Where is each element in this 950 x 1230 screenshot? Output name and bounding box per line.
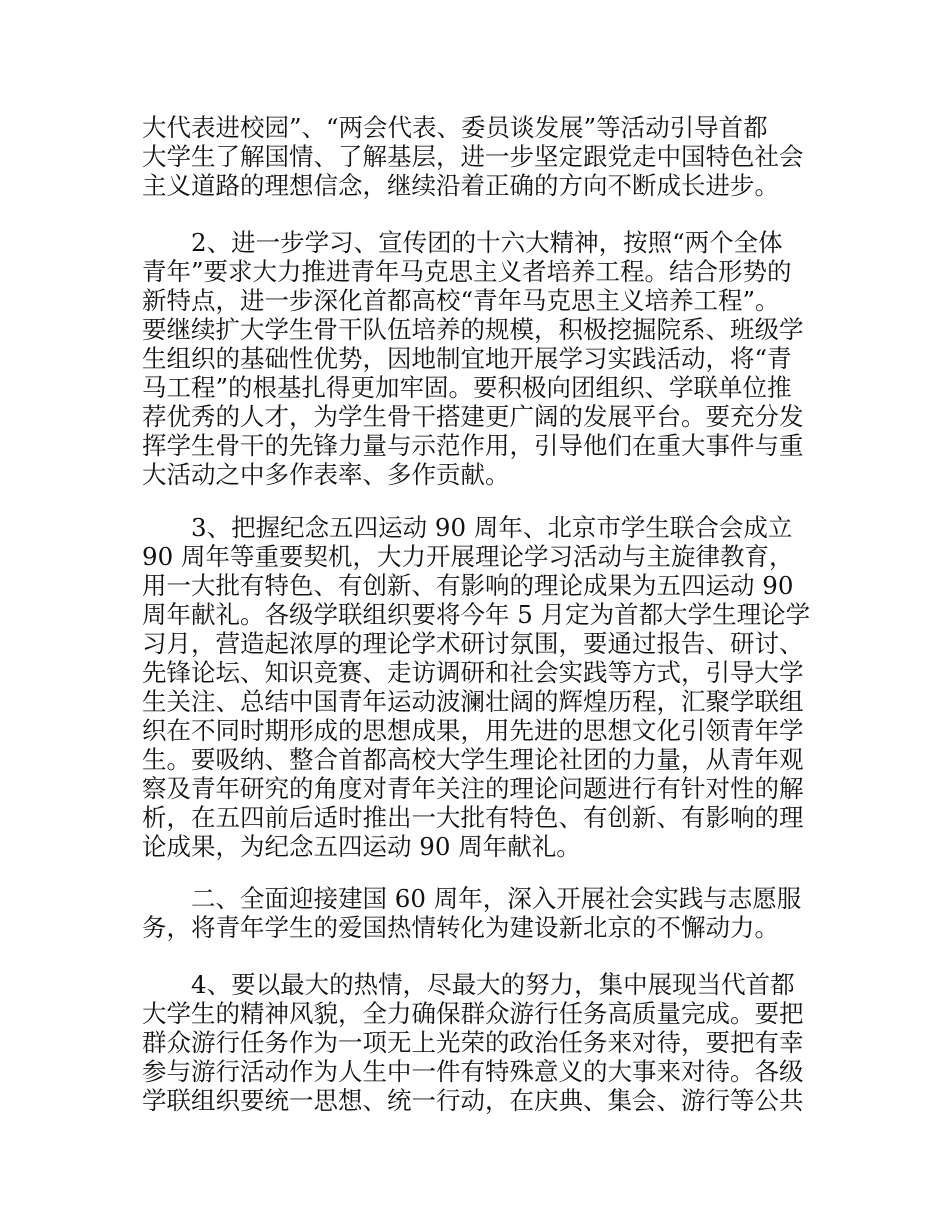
text-line: 大活动之中多作表率、多作贡献。	[142, 460, 510, 489]
text-line: 生组织的基础性优势，因地制宜地开展学习实践活动，将“青	[142, 344, 792, 373]
text-line: 习月，营造起浓厚的理论学术研讨氛围，要通过报告、研讨、	[142, 629, 804, 658]
paragraph-3	[142, 513, 822, 861]
text-line: 学联组织要统一思想、统一行动，在庆典、集会、游行等公共	[142, 1086, 804, 1115]
text-line: 90 周年等重要契机，大力开展理论学习活动与主旋律教育，	[142, 542, 794, 571]
paragraph-5	[142, 970, 822, 1115]
paragraph-1	[142, 113, 822, 200]
text-line: 马工程”的根基扎得更加牢固。要积极向团组织、学联单位推	[142, 373, 792, 402]
text-line: 挥学生骨干的先锋力量与示范作用，引导他们在重大事件与重	[142, 431, 804, 460]
text-line: 大学生的精神风貌，全力确保群众游行任务高质量完成。要把	[142, 999, 804, 1028]
text-line: 先锋论坛、知识竞赛、走访调研和社会实践等方式，引导大学	[142, 658, 804, 687]
text-line: 二、全面迎接建国 60 周年，深入开展社会实践与志愿服	[191, 884, 802, 913]
text-line: 新特点，进一步深化首都高校“青年马克思主义培养工程”。	[142, 286, 780, 315]
text-line: 参与游行活动作为人生中一件有特殊意义的大事来对待。各级	[142, 1057, 804, 1086]
text-line: 生关注、总结中国青年运动波澜壮阔的辉煌历程，汇聚学联组	[142, 687, 804, 716]
text-line: 析，在五四前后适时推出一大批有特色、有创新、有影响的理	[142, 803, 804, 832]
text-line: 论成果，为纪念五四运动 90 周年献礼。	[142, 832, 581, 861]
text-line: 生。要吸纳、整合首都高校大学生理论社团的力量，从青年观	[142, 745, 804, 774]
text-line: 群众游行任务作为一项无上光荣的政治任务来对待，要把有幸	[142, 1028, 804, 1057]
text-line: 察及青年研究的角度对青年关注的理论问题进行有针对性的解	[142, 774, 804, 803]
text-line: 要继续扩大学生骨干队伍培养的规模，积极挖掘院系、班级学	[142, 315, 804, 344]
text-line: 4、要以最大的热情，尽最大的努力，集中展现当代首都	[191, 970, 795, 999]
text-line: 周年献礼。各级学联组织要将今年 5 月定为首都大学生理论学	[142, 600, 811, 629]
text-line: 用一大批有特色、有创新、有影响的理论成果为五四运动 90	[142, 571, 794, 600]
text-line: 荐优秀的人才，为学生骨干搭建更广阔的发展平台。要充分发	[142, 402, 804, 431]
text-line: 大代表进校园”、“两会代表、委员谈发展”等活动引导首都	[142, 113, 768, 142]
text-line: 大学生了解国情、了解基层，进一步坚定跟党走中国特色社会	[142, 142, 804, 171]
text-line: 织在不同时期形成的思想成果，用先进的思想文化引领青年学	[142, 716, 804, 745]
paragraph-4	[142, 884, 822, 942]
text-line: 3、把握纪念五四运动 90 周年、北京市学生联合会成立	[191, 513, 793, 542]
text-line: 青年”要求大力推进青年马克思主义者培养工程。结合形势的	[142, 257, 792, 286]
text-line: 2、进一步学习、宣传团的十六大精神，按照“两个全体	[191, 228, 783, 257]
paragraph-2	[142, 228, 822, 489]
text-line: 务，将青年学生的爱国热情转化为建设新北京的不懈动力。	[142, 913, 779, 942]
text-line: 主义道路的理想信念，继续沿着正确的方向不断成长进步。	[142, 171, 779, 200]
